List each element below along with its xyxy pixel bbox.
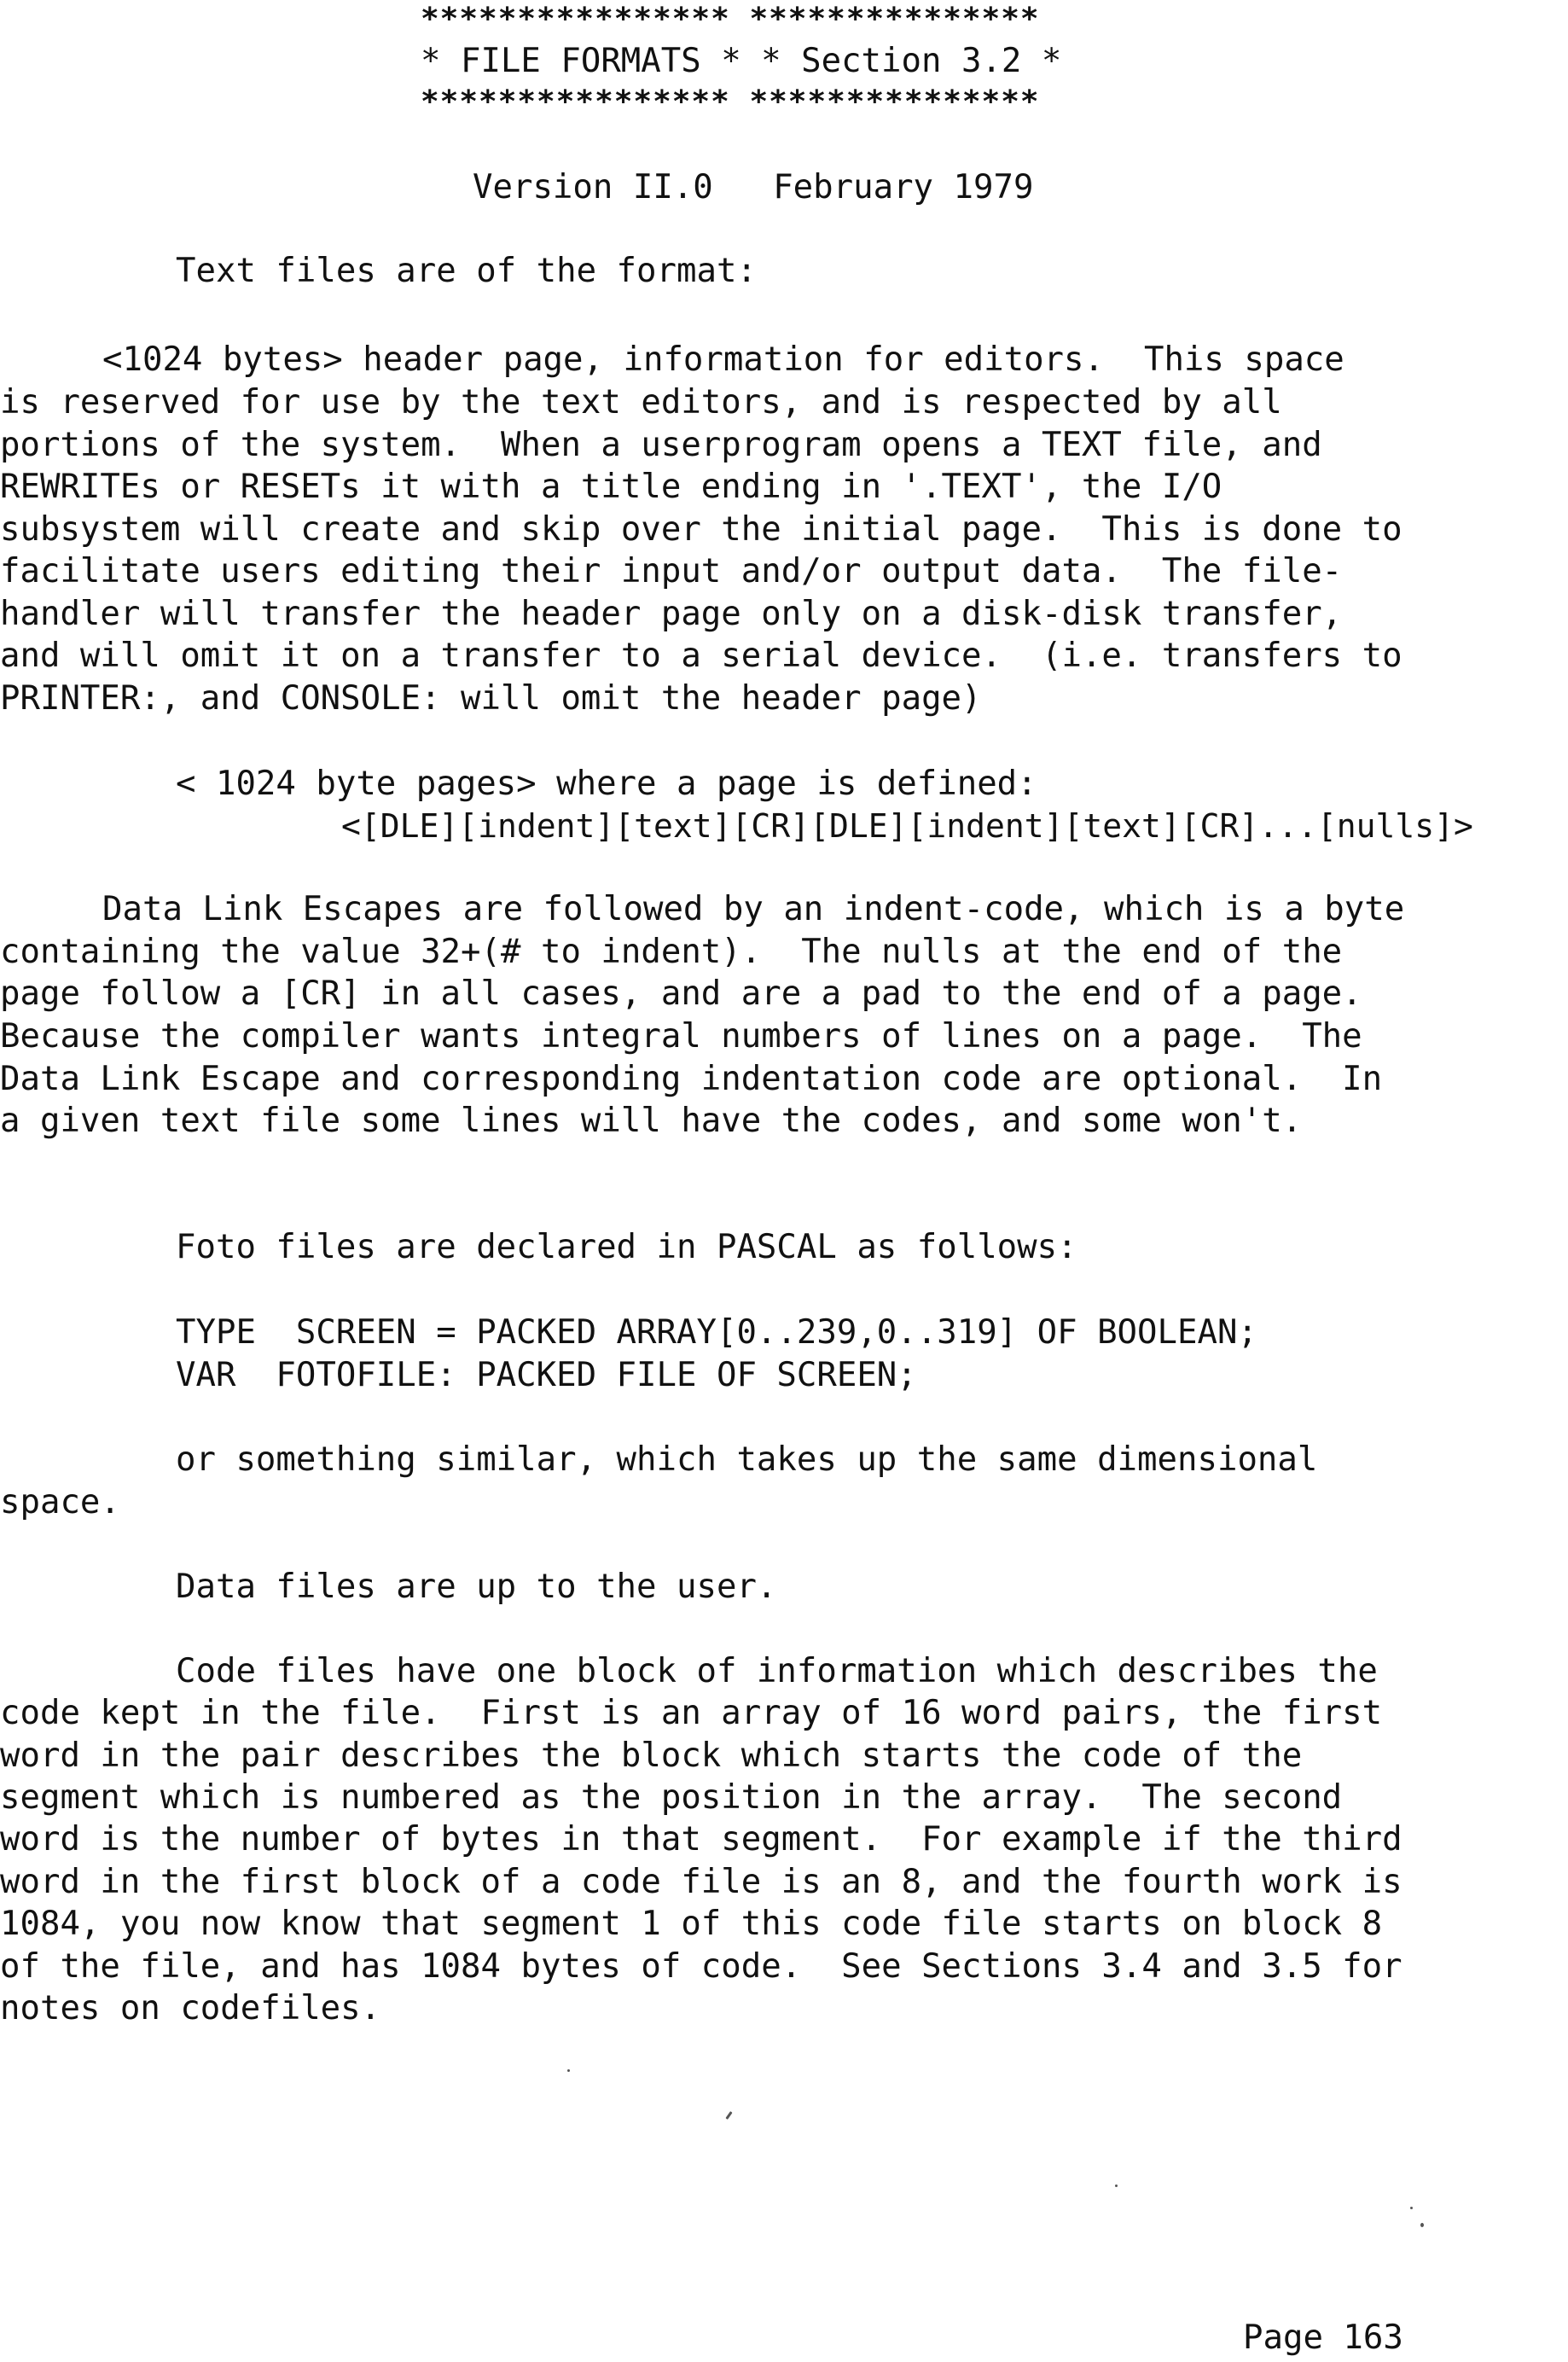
foto-code-type: TYPE SCREEN = PACKED ARRAY[0..239,0..319] OF BOOLEAN; [176,1313,1257,1352]
code-files-line: notes on codefiles. [0,1989,381,2027]
code-files-line: of the file, and has 1084 bytes of code. See Sections 3.4 and 3.5 for [0,1947,1402,1986]
code-files-line: code kept in the file. First is an array of 16 word pairs, the first [0,1694,1383,1732]
foto-files-intro: Foto files are declared in PASCAL as follows: [176,1228,1077,1266]
header-page-line: portions of the system. When a userprogram opens a TEXT file, and [0,426,1322,464]
foto-similar-line: or something similar, which takes up the same dimensional [176,1440,1318,1479]
scan-speck [1410,2207,1413,2209]
page-number: Page 163 [1243,2318,1403,2357]
scan-speck [1115,2185,1118,2187]
header-page-line: handler will transfer the header page only on a disk-disk transfer, [0,595,1343,633]
code-files-line: Code files have one block of information which describes the [176,1652,1378,1690]
foto-code-var: VAR FOTOFILE: PACKED FILE OF SCREEN; [176,1356,917,1394]
header-page-line: facilitate users editing their input and/or output data. The file- [0,552,1343,590]
code-files-line: 1084, you now know that segment 1 of this code file starts on block 8 [0,1905,1383,1943]
dle-line: Data Link Escapes are followed by an indent-code, which is a byte [102,890,1405,928]
banner-bottom: **************** *************** [421,84,1040,119]
header-page-line: subsystem will create and skip over the initial page. This is done to [0,510,1402,549]
code-files-line: word in the pair describes the block which starts the code of the [0,1737,1303,1775]
header-page-line: PRINTER:, and CONSOLE: will omit the header page) [0,679,982,718]
foto-similar-line: space. [0,1483,120,1521]
text-files-intro: Text files are of the format: [176,252,757,290]
scan-speck [725,2111,732,2120]
header-page-line: is reserved for use by the text editors, and is respected by all [0,383,1282,422]
code-files-line: word in the first block of a code file is an 8, and the fourth work is [0,1863,1402,1901]
header-page-line: <1024 bytes> header page, information for editors. This space [102,340,1344,379]
banner-title: * FILE FORMATS * * Section 3.2 * [421,42,1062,80]
header-page-line: REWRITEs or RESETs it with a title ending in '.TEXT', the I/O [0,468,1222,506]
dle-line: Data Link Escape and corresponding indentation code are optional. In [0,1060,1383,1098]
scan-speck [567,2069,570,2072]
code-files-line: word is the number of bytes in that segment. For example if the third [0,1820,1402,1859]
page-layout: <[DLE][indent][text][CR][DLE][indent][text][CR]...[nulls]> [341,807,1473,845]
code-files-line: segment which is numbered as the position in the array. The second [0,1778,1343,1817]
version-line: Version II.0 February 1979 [473,168,1034,207]
dle-line: a given text file some lines will have the codes, and some won't. [0,1102,1303,1140]
page-definition: < 1024 byte pages> where a page is defined: [176,765,1037,803]
banner-top: **************** *************** [421,2,1040,37]
dle-line: containing the value 32+(# to indent). The nulls at the end of the [0,933,1343,971]
data-files-text: Data files are up to the user. [176,1568,777,1606]
header-page-line: and will omit it on a transfer to a serial device. (i.e. transfers to [0,637,1402,675]
dle-line: page follow a [CR] in all cases, and are a pad to the end of a page. [0,974,1362,1013]
dle-line: Because the compiler wants integral numbers of lines on a page. The [0,1017,1362,1056]
scan-speck [1420,2223,1424,2227]
